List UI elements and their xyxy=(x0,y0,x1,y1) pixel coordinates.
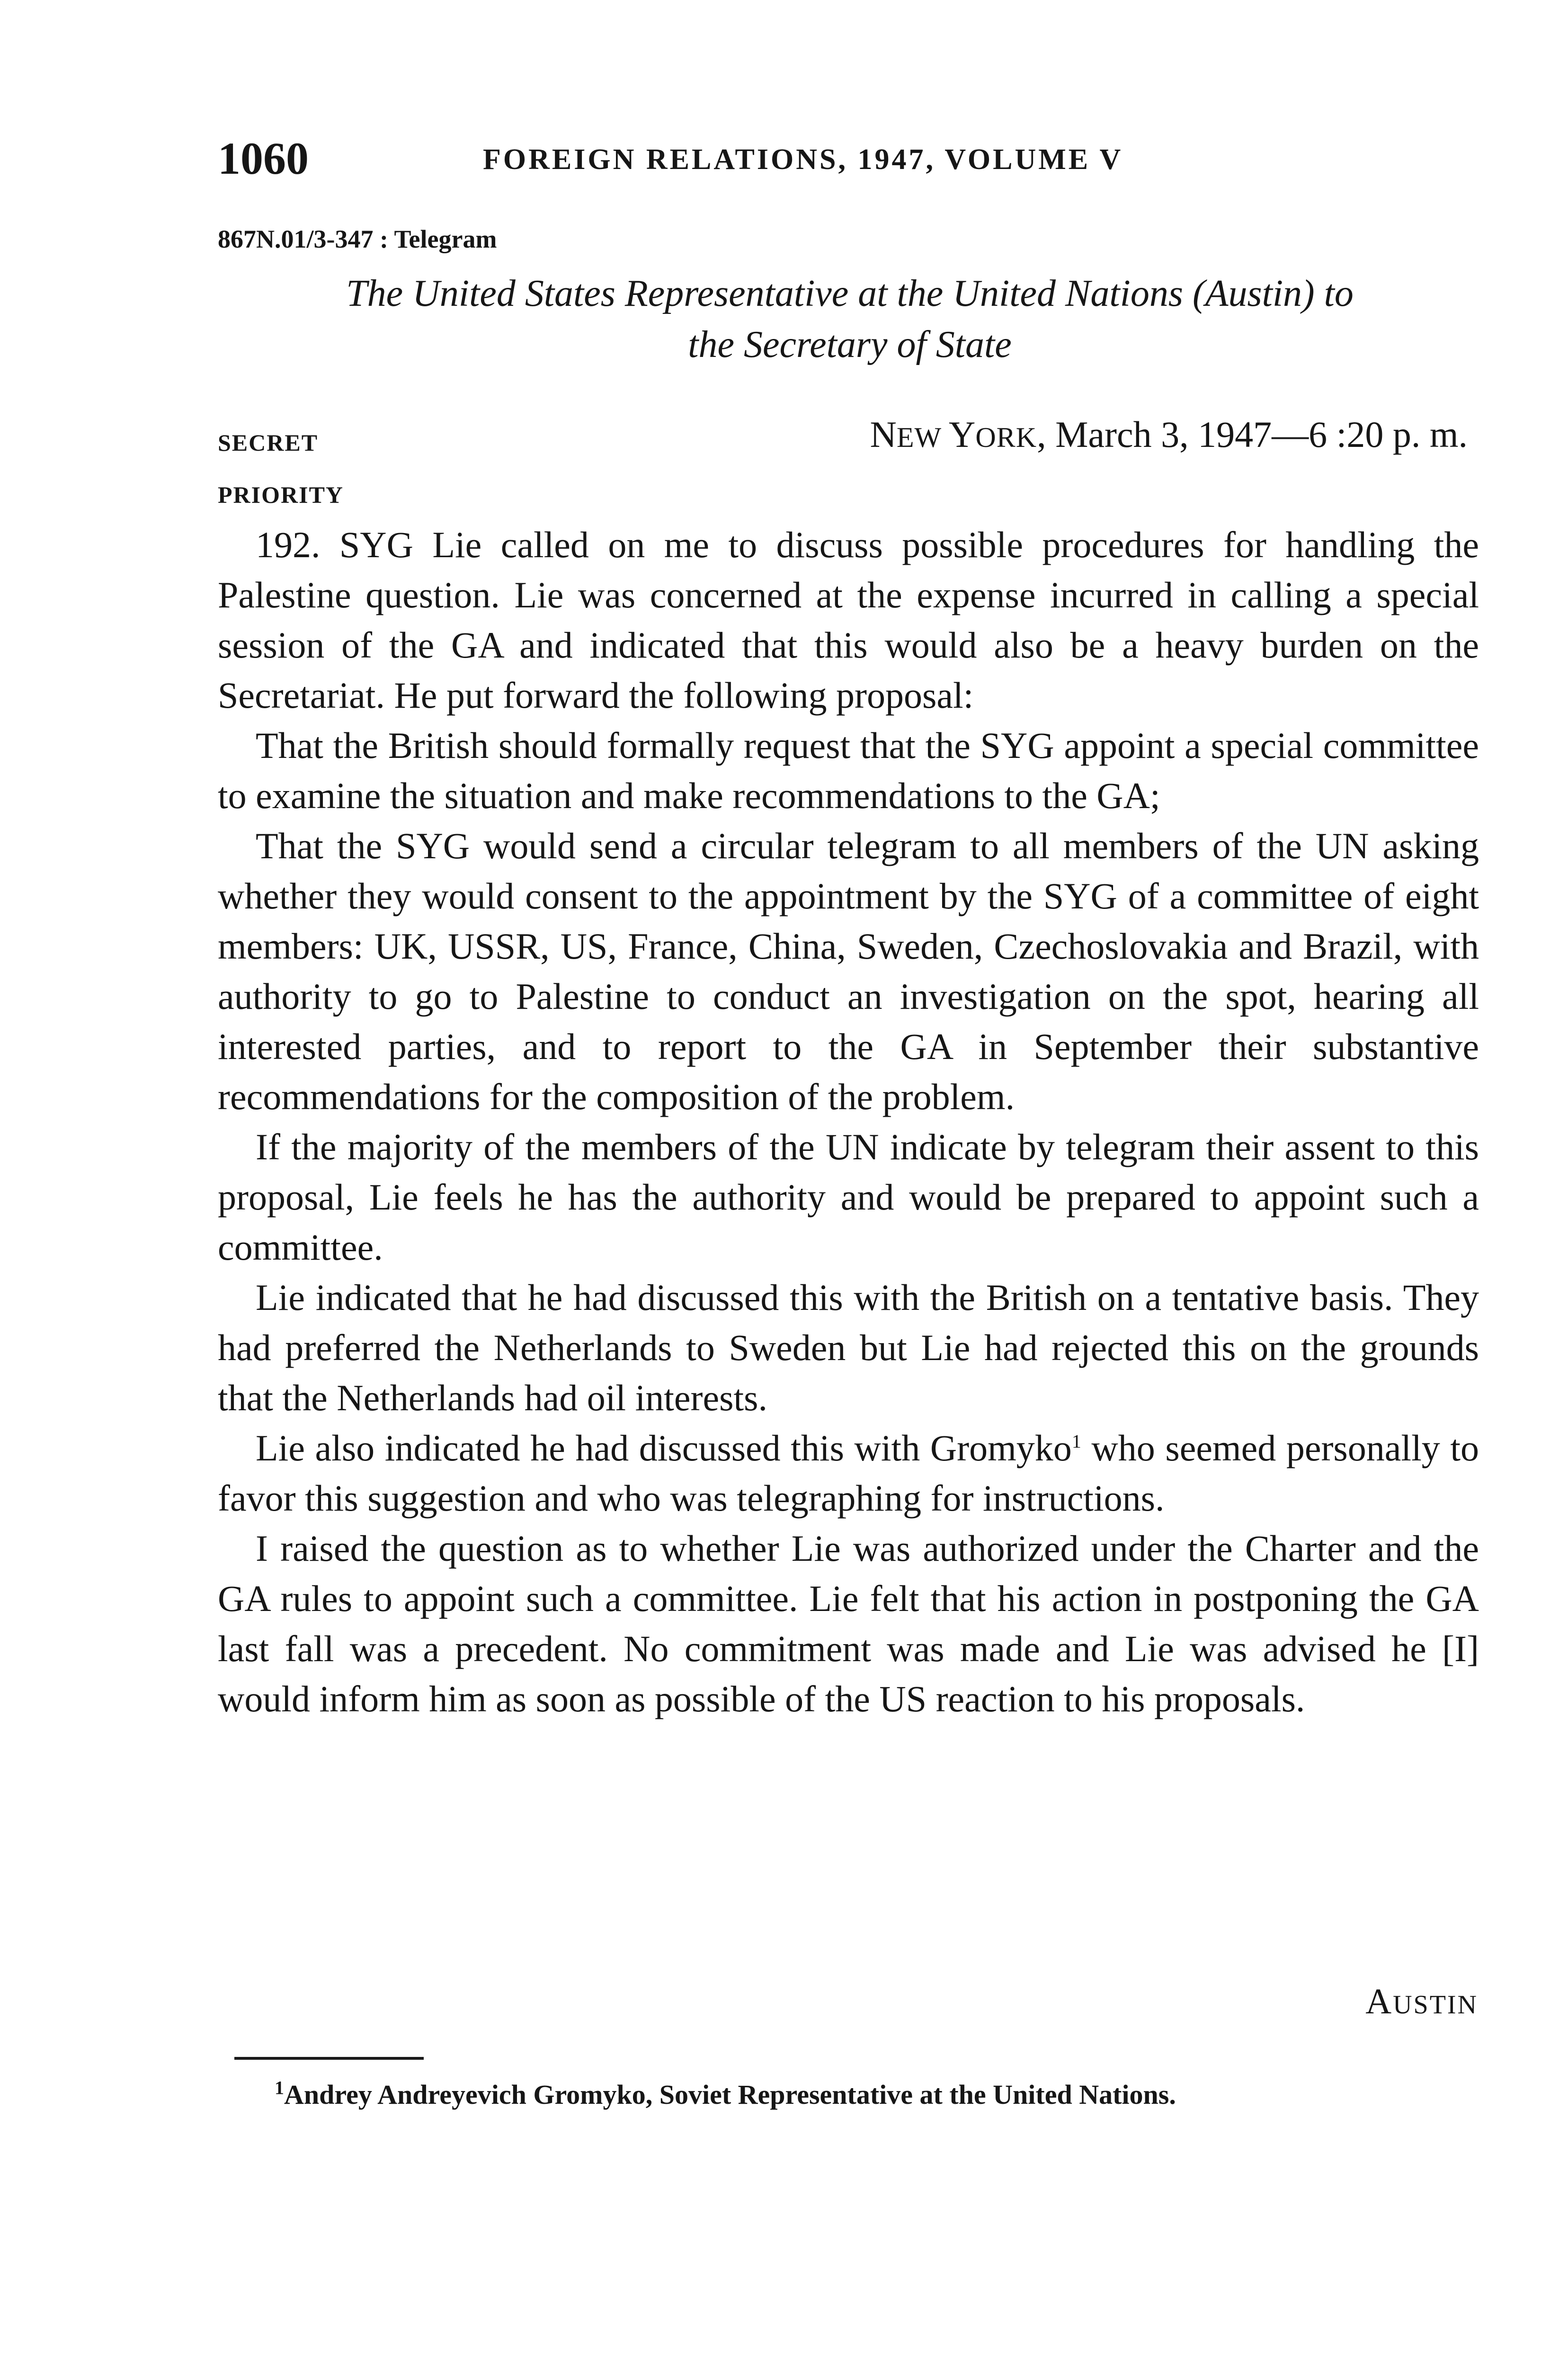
paragraph-2: That the British should formally request that the SYG appoint a special committee to examine the situation and make recommendations to the GA; xyxy=(218,725,1479,816)
document-title-line-1: The United States Representative at the United Nations (Austin) to xyxy=(346,273,1354,314)
document-title-line-2: the Secretary of State xyxy=(688,324,1012,365)
footnote xyxy=(275,2073,1176,2116)
dateline-city-initial-1: N xyxy=(870,414,897,455)
telegram-body xyxy=(218,520,1479,1724)
dateline xyxy=(870,411,1468,461)
footnote-reference: 1 xyxy=(1071,1431,1081,1452)
paragraph-1: 192. SYG Lie called on me to discuss possible procedures for handling the Palestine question. Lie was concerned at the expense incurred in calling a special session of the GA and indicated that this would also be a heavy burden on the Secretariat. He put forward the following proposal: xyxy=(218,524,1479,716)
footnote-marker: 1 xyxy=(275,2077,284,2099)
classification-secret: SECRET xyxy=(218,429,319,456)
paragraph-7: I raised the question as to whether Lie was authorized under the Charter and the GA rules to appoint such a committee. Lie felt that his action in postponing the GA last fall was a precedent. No commitment was made and Lie was advised he [I] would inform him as soon as possible of the US reaction to his proposals. xyxy=(218,1528,1479,1719)
running-head: FOREIGN RELATIONS, 1947, VOLUME V xyxy=(483,143,1123,176)
dateline-date: , March 3, 1947—6 :20 p. m. xyxy=(1037,414,1468,455)
dateline-city-initial-2: Y xyxy=(949,414,976,455)
classification-priority: PRIORITY xyxy=(218,481,344,508)
signature xyxy=(1365,1978,1478,2029)
file-reference: 867N.01/3-347 : Telegram xyxy=(218,225,497,253)
signature-initial: A xyxy=(1365,1982,1393,2021)
paragraph-3: That the SYG would send a circular telegram to all members of the UN asking whether they would consent to the appointment by the SYG of a committee of eight members: UK, USSR, US, France, China, Sweden, Czechoslovakia and Brazil, with authority to go to Palestine to conduct an investigation on the spot, hearing all interested parties, and to report to the GA in September their substantive recommendations for the composition of the problem. xyxy=(218,825,1479,1117)
paragraph-6-part-2: who seemed personally to favor this suggestion and who was telegraphing for instructions. xyxy=(218,1427,1479,1519)
paragraph-6-part-1: Lie also indicated he had discussed this with Gromyko xyxy=(256,1427,1072,1468)
page-number: 1060 xyxy=(218,133,309,184)
dateline-city-rest-2: ORK xyxy=(975,422,1037,453)
signature-rest: USTIN xyxy=(1393,1990,1478,2020)
document-title xyxy=(213,268,1487,370)
page-header xyxy=(218,133,1487,185)
paragraph-4: If the majority of the members of the UN indicate by telegram their assent to this proposal, Lie feels he has the authority and would be prepared to appoint such a committee. xyxy=(218,1126,1479,1268)
footnote-text: Andrey Andreyevich Gromyko, Soviet Representative at the United Nations. xyxy=(284,2079,1176,2110)
footnote-divider xyxy=(234,2057,424,2060)
paragraph-5: Lie indicated that he had discussed this with the British on a tentative basis. They had preferred the Netherlands to Sweden but Lie had rejected this on the grounds that the Netherlands had oil interests. xyxy=(218,1277,1479,1418)
dateline-city-rest-1: EW xyxy=(896,422,949,453)
paragraph-6 xyxy=(218,1423,1479,1523)
